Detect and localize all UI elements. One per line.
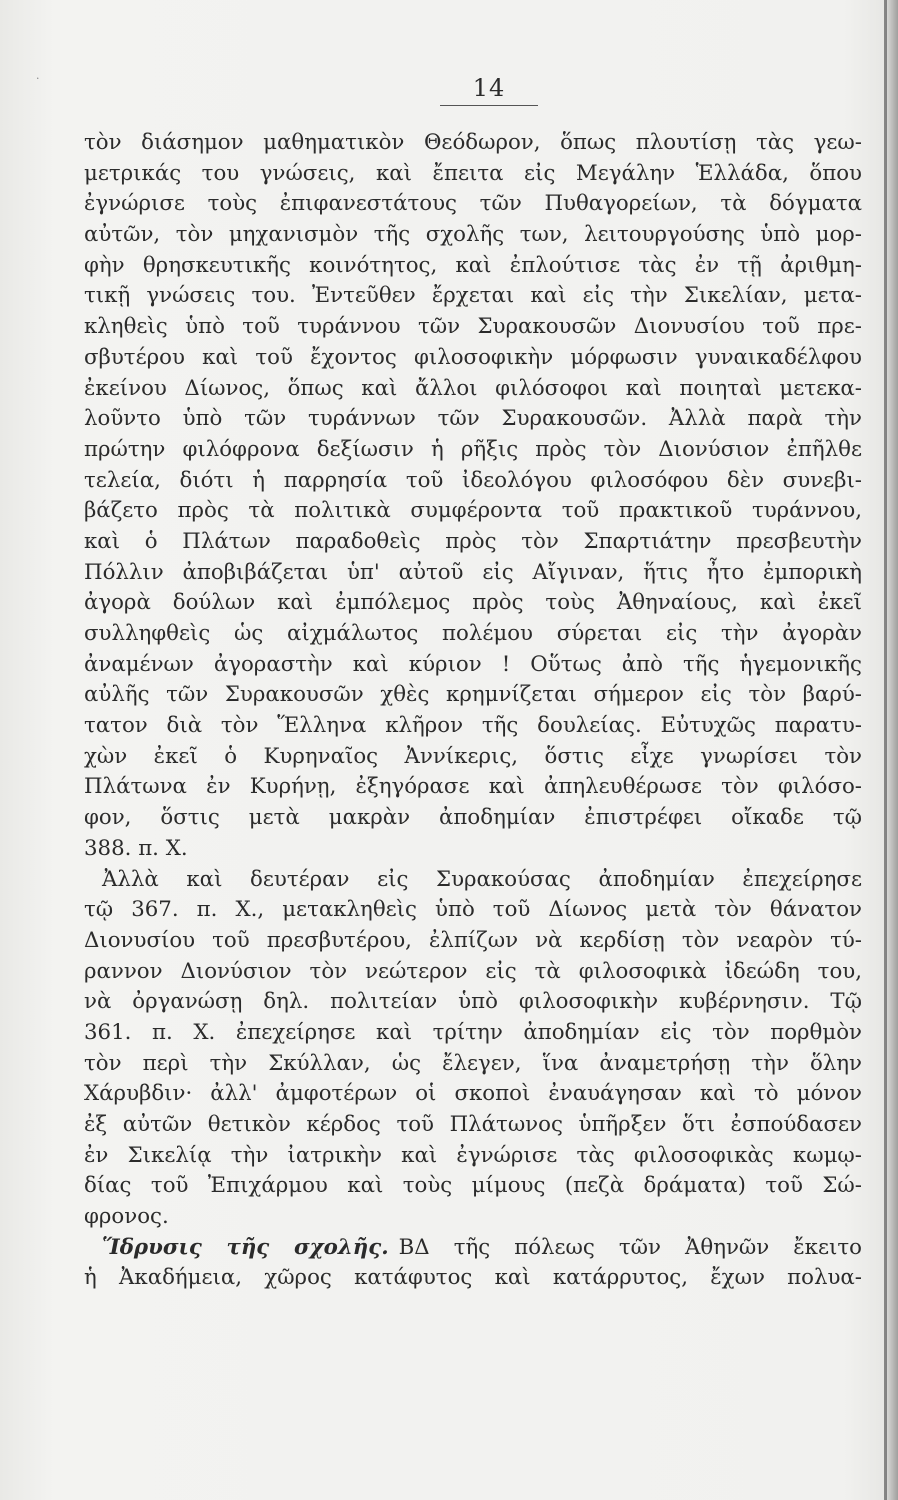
page-number: 14 xyxy=(472,74,506,102)
text-line: δίας τοῦ Ἐπιχάρμου καὶ τοὺς μίμους (πεζὰ δράματα) τοῦ Σώ- xyxy=(84,1173,862,1199)
text-line: λοῦντο ὑπὸ τῶν τυράννων τῶν Συρακουσῶν. Ἀλλὰ παρὰ τὴν xyxy=(84,406,862,432)
text-line: βάζετο πρὸς τὰ πολιτικὰ συμφέροντα τοῦ πρακτικοῦ τυράννου, xyxy=(84,498,862,524)
text-line: αὐλῆς τῶν Συρακουσῶν χθὲς κρημνίζεται σήμερον εἰς τὸν βαρύ- xyxy=(84,682,862,708)
page-edge-line xyxy=(884,0,887,1500)
text-line: Πλάτωνα ἐν Κυρήνῃ, ἐξηγόρασε καὶ ἀπηλευθέρωσε τὸν φιλόσο- xyxy=(84,774,862,800)
body-text xyxy=(84,128,862,1294)
text-line: πρώτην φιλόφρονα δεξίωσιν ἡ ρῆξις πρὸς τὸν Διονύσιον ἐπῆλθε xyxy=(84,436,862,462)
text-line: συλληφθεὶς ὡς αἰχμάλωτος πολέμου σύρεται εἰς τὴν ἀγορὰν xyxy=(84,621,862,646)
margin-mark: · xyxy=(36,72,40,85)
section-heading-line xyxy=(84,1233,862,1264)
text-line: ἐκείνου Δίωνος, ὅπως καὶ ἄλλοι φιλόσοφοι καὶ ποιηταὶ μετεκα- xyxy=(84,375,862,401)
header-rule xyxy=(440,105,538,106)
text-line: 388. π. Χ. xyxy=(84,835,188,861)
text-line: μετρικάς του γνώσεις, καὶ ἔπειτα εἰς Μεγάλην Ἑλλάδα, ὅπου xyxy=(84,160,862,186)
text-line: φον, ὅστις μετὰ μακρὰν ἀποδημίαν ἐπιστρέφει οἴκαδε τῷ xyxy=(84,805,862,831)
text-line: ἐγνώρισε τοὺς ἐπιφανεστάτους τῶν Πυθαγορείων, τὰ δόγματα xyxy=(84,191,862,217)
text-line: ραννον Διονύσιον τὸν νεώτερον εἰς τὰ φιλοσοφικὰ ἰδεώδη του, xyxy=(84,958,862,984)
text-line: Διονυσίου τοῦ πρεσβυτέρου, ἐλπίζων νὰ κερδίσῃ τὸν νεαρὸν τύ- xyxy=(84,927,862,953)
text-line: φρονος. xyxy=(84,1204,169,1230)
text-line: ἀναμένων ἀγοραστὴν καὶ κύριον ! Οὕτως ἀπὸ τῆς ἡγεμονικῆς xyxy=(84,651,862,677)
text-line: Ἀλλὰ καὶ δευτέραν εἰς Συρακούσας ἀποδημίαν ἐπεχείρησε xyxy=(102,866,862,892)
text-line: τατον διὰ τὸν Ἕλληνα κλῆρον τῆς δουλείας. Εὐτυχῶς παρατυ- xyxy=(84,713,862,739)
text-line: αὐτῶν, τὸν μηχανισμὸν τῆς σχολῆς των, λειτουργούσης ὑπὸ μορ- xyxy=(84,222,862,248)
section-heading: Ἵδρυσις τῆς σχολῆς. xyxy=(102,1234,389,1260)
text-line: κληθεὶς ὑπὸ τοῦ τυράννου τῶν Συρακουσῶν Διονυσίου τοῦ πρε- xyxy=(84,314,862,340)
text-line: χὼν ἐκεῖ ὁ Κυρηναῖος Ἀννίκερις, ὅστις εἶχε γνωρίσει τὸν xyxy=(84,743,862,769)
text-line: φὴν θρησκευτικῆς κοινότητος, καὶ ἐπλούτισε τὰς ἐν τῇ ἀριθμη- xyxy=(84,252,862,278)
text-line-fragment: ΒΔ τῆς πόλεως τῶν Ἀθηνῶν ἔκειτο xyxy=(398,1234,862,1260)
text-line: νὰ ὀργανώσῃ δηλ. πολιτείαν ὑπὸ φιλοσοφικὴν κυβέρνησιν. Τῷ xyxy=(84,989,862,1015)
text-line: ἐν Σικελίᾳ τὴν ἰατρικὴν καὶ ἐγνώρισε τὰς φιλοσοφικὰς κωμῳ- xyxy=(84,1142,862,1168)
text-line: καὶ ὁ Πλάτων παραδοθεὶς πρὸς τὸν Σπαρτιάτην πρεσβευτὴν xyxy=(84,528,862,554)
text-line: σβυτέρου καὶ τοῦ ἔχοντος φιλοσοφικὴν μόρφωσιν γυναικαδέλφου xyxy=(84,344,862,370)
text-line: Χάρυβδιν· ἀλλ' ἀμφοτέρων οἱ σκοποὶ ἐναυάγησαν καὶ τὸ μόνον xyxy=(84,1081,862,1107)
text-line: τὸν περὶ τὴν Σκύλλαν, ὡς ἔλεγεν, ἵνα ἀναμετρήσῃ τὴν ὅλην xyxy=(84,1050,862,1076)
text-line: ἐξ αὐτῶν θετικὸν κέρδος τοῦ Πλάτωνος ὑπῆρξεν ὅτι ἐσπούδασεν xyxy=(84,1112,862,1137)
text-line: τελεία, διότι ἡ παρρησία τοῦ ἰδεολόγου φιλοσόφου δὲν συνεβι- xyxy=(84,467,862,493)
text-line: Πόλλιν ἀποβιβάζεται ὑπ' αὐτοῦ εἰς Αἴγιναν, ἥτις ἦτο ἐμπορικὴ xyxy=(84,559,862,585)
text-line: τικῇ γνώσεις του. Ἐντεῦθεν ἔρχεται καὶ εἰς τὴν Σικελίαν, μετα- xyxy=(84,283,862,309)
text-line: ἡ Ἀκαδήμεια, χῶρος κατάφυτος καὶ κατάρρυτος, ἔχων πολυα- xyxy=(84,1265,862,1291)
text-line: 361. π. Χ. ἐπεχείρησε καὶ τρίτην ἀποδημίαν εἰς τὸν πορθμὸν xyxy=(84,1019,862,1045)
text-line: ἀγορὰ δούλων καὶ ἐμπόλεμος πρὸς τοὺς Ἀθηναίους, καὶ ἐκεῖ xyxy=(84,590,862,616)
text-line: τῷ 367. π. Χ., μετακληθεὶς ὑπὸ τοῦ Δίωνος μετὰ τὸν θάνατον xyxy=(84,897,862,923)
text-line: τὸν διάσημον μαθηματικὸν Θεόδωρον, ὅπως πλουτίσῃ τὰς γεω- xyxy=(84,130,862,155)
